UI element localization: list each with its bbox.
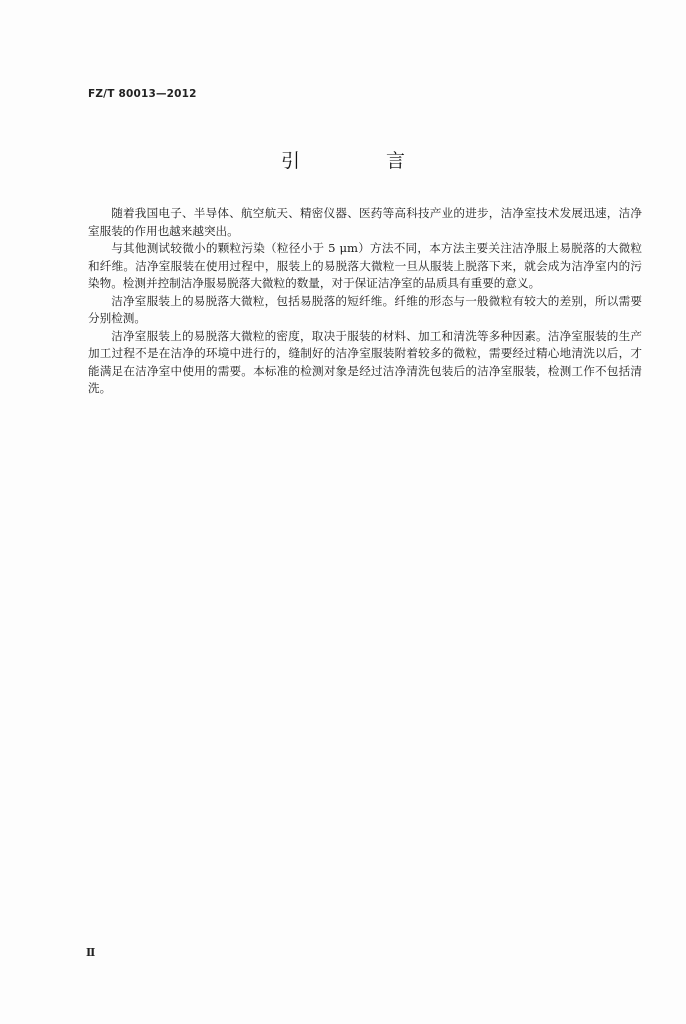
standard-code: FZ/T 80013—2012 — [88, 88, 197, 100]
section-title: 引 言 — [280, 150, 446, 172]
paragraph: 洁净室服装上的易脱落大微粒的密度，取决于服装的材料、加工和清洗等多种因素。洁净室服装的生产加工过程不是在洁净的环境中进行的，缝制好的洁净室服装附着较多的微粒，需要经过精心地清洗以后，才能满足在洁净室中使用的需要。本标准的检测对象是经过洁净清洗包装后的洁净室服装，检测工作不包括清洗。 — [88, 328, 642, 395]
paragraph: 与其他测试较微小的颗粒污染（粒径小于 5 μm）方法不同，本方法主要关注洁净服上易脱落的大微粒和纤维。洁净室服装在使用过程中，服装上的易脱落大微粒一旦从服装上脱落下来，就会成为洁净室内的污染物。检测并控制洁净服易脱落大微粒的数量，对于保证洁净室的品质具有重要的意义。 — [88, 241, 642, 290]
paragraph: 洁净室服装上的易脱落大微粒，包括易脱落的短纤维。纤维的形态与一般微粒有较大的差别，所以需要分别检测。 — [88, 293, 642, 325]
paragraph: 随着我国电子、半导体、航空航天、精密仪器、医药等高科技产业的进步，洁净室技术发展迅速，洁净室服装的作用也越来越突出。 — [88, 206, 642, 238]
page-number: Ⅱ — [86, 946, 96, 959]
body-text — [88, 205, 642, 398]
